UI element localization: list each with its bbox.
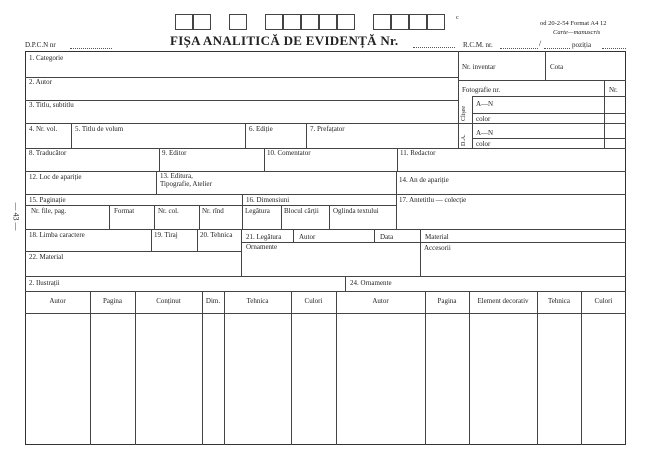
row-line: [472, 138, 626, 139]
col-line: [90, 291, 91, 445]
field-traducator: 8. Traducător: [29, 149, 67, 157]
field-nr-file: Nr. file, pag.: [31, 207, 67, 215]
field-material-leg: Material: [425, 233, 449, 241]
field-dimensiuni: 16. Dimensiuni: [246, 196, 290, 204]
field-editor: 9. Editor: [162, 149, 187, 157]
side-page-number: — 43 —: [11, 202, 21, 231]
field-nr-rind: Nr. rînd: [202, 207, 224, 215]
row-line: [472, 113, 626, 114]
field-blocul: Blocul cărții: [284, 207, 319, 215]
col-line: [159, 148, 160, 171]
corner-mark: c: [456, 15, 459, 21]
col-line: [151, 229, 152, 251]
reg-box: [175, 14, 193, 30]
field-nr-inventar: Nr. inventar: [462, 63, 496, 71]
field-clise: Clișee: [461, 106, 467, 121]
field-titlu-volum: 5. Titlu de volum: [75, 125, 124, 133]
slash: /: [539, 39, 542, 48]
col-line: [396, 171, 397, 229]
field-oglinda: Oglinda textului: [333, 207, 379, 215]
col-header-culori: Culori: [304, 297, 323, 305]
row-line: [241, 242, 626, 243]
row-line: [25, 194, 626, 195]
reg-box: [337, 14, 355, 30]
reg-box: [193, 14, 211, 30]
col-line: [199, 205, 200, 229]
col-header-continut: Conținut: [156, 297, 181, 305]
row-line: [458, 80, 626, 81]
field-nr-vol: 4. Nr. vol.: [29, 125, 58, 133]
col-line: [241, 229, 242, 276]
col-line: [202, 291, 203, 445]
col-line: [581, 291, 582, 445]
field-loc-aparitie: 12. Loc de apariție: [29, 173, 82, 181]
field-tehnica: 20. Tehnica: [200, 231, 233, 239]
field-ornamente-leg: Ornamente: [246, 243, 278, 251]
rcm-label: R.C.M. nr.: [463, 41, 493, 49]
col-line: [197, 229, 198, 251]
field-format: Format: [114, 207, 135, 215]
field-legatura-dim: Legătura: [245, 207, 270, 215]
col-line: [537, 291, 538, 445]
field-data: Data: [380, 233, 394, 241]
col-line: [291, 291, 292, 445]
field-limba: 18. Limba caractere: [29, 231, 85, 239]
row-line: [25, 100, 458, 101]
field-an-aparitie: 14. An de apariție: [399, 176, 449, 184]
form-subtitle: Carte—manuscris: [553, 29, 601, 36]
reg-box: [283, 14, 301, 30]
field-autor: 2. Autor: [29, 78, 52, 86]
reg-box: [319, 14, 337, 30]
col-header-element: Element decorativ: [477, 297, 529, 305]
field-color-2: color: [476, 140, 491, 148]
col-line: [224, 291, 225, 445]
row-line: [25, 291, 626, 292]
reg-box: [427, 14, 445, 30]
col-line: [374, 229, 375, 242]
col-line: [154, 205, 155, 229]
field-an-1: A—N: [476, 100, 494, 108]
col-line: [71, 123, 72, 148]
title-number-line[interactable]: [413, 47, 455, 48]
col-line: [345, 276, 346, 291]
field-paginatie: 15. Paginație: [29, 196, 66, 204]
col-line: [156, 171, 157, 194]
field-prefatator: 7. Prefațator: [310, 125, 345, 133]
page-title: FIȘA ANALITICĂ DE EVIDENȚĂ Nr.: [170, 33, 399, 48]
field-tiraj: 19. Tiraj: [154, 231, 178, 239]
field-color-1: color: [476, 115, 491, 123]
col-line: [604, 80, 605, 148]
field-da: D.A.: [461, 134, 467, 146]
field-cota: Cota: [550, 63, 564, 71]
col-line: [329, 205, 330, 229]
col-line: [472, 96, 473, 148]
row-line: [25, 77, 458, 78]
col-line: [281, 205, 282, 229]
row-line: [25, 229, 626, 230]
field-redactor: 11. Redactor: [400, 149, 436, 157]
col-line: [242, 194, 243, 229]
col-line: [245, 123, 246, 148]
field-ornamente: 24. Ornamente: [350, 279, 392, 287]
col-header-tehnica-2: Tehnica: [547, 297, 571, 305]
field-titlu: 3. Titlu, subtitlu: [29, 101, 74, 109]
row-line: [25, 205, 396, 206]
field-material: 22. Material: [29, 253, 64, 261]
col-header-dim: Dim.: [205, 297, 221, 305]
col-line: [458, 51, 459, 148]
form-code: od 20-2-54 Format A4 12: [540, 20, 607, 27]
row-line: [25, 171, 626, 172]
position-label: poziția: [572, 41, 592, 49]
col-line: [469, 291, 470, 445]
col-line: [264, 148, 265, 171]
row-line: [25, 276, 626, 277]
col-header-autor: Autor: [49, 297, 66, 305]
field-nr-col: Nr. col.: [158, 207, 179, 215]
row-line: [25, 251, 241, 252]
col-line: [425, 291, 426, 445]
field-nr: Nr.: [609, 86, 618, 94]
rcm-line-2[interactable]: [544, 48, 570, 49]
col-header-pagina-2: Pagina: [437, 297, 457, 305]
col-line: [135, 291, 136, 445]
field-autor-leg: Autor: [299, 233, 316, 241]
field-antetitlu: 17. Antetitlu — colecție: [399, 196, 467, 204]
reg-box: [373, 14, 391, 30]
field-ilustratii: 2. Ilustrații: [29, 279, 60, 287]
dpcn-line[interactable]: [70, 48, 112, 49]
col-line: [306, 123, 307, 148]
dpcn-label: D.P.C.N nr: [25, 41, 56, 49]
reg-box: [409, 14, 427, 30]
analytic-form: [25, 51, 626, 445]
row-line: [25, 123, 458, 124]
reg-box: [391, 14, 409, 30]
col-line: [336, 291, 337, 445]
reg-box: [229, 14, 247, 30]
reg-box: [265, 14, 283, 30]
col-line: [109, 205, 110, 229]
col-header-pagina: Pagina: [102, 297, 123, 305]
col-header-tehnica: Tehnica: [246, 297, 269, 305]
field-fotografie: Fotografie nr.: [462, 86, 501, 94]
col-line: [545, 51, 546, 80]
field-comentator: 10. Comentator: [267, 149, 311, 157]
reg-box: [301, 14, 319, 30]
field-legatura: 21. Legătura: [246, 233, 282, 241]
col-line: [420, 229, 421, 276]
row-line: [25, 148, 626, 149]
field-editie: 6. Ediție: [249, 125, 273, 133]
row-line: [472, 96, 626, 97]
field-editura: 13. Editura, Tipografie, Atelier: [160, 172, 212, 188]
position-line[interactable]: [602, 48, 626, 49]
col-line: [293, 229, 294, 242]
row-line: [25, 313, 626, 314]
col-header-autor-2: Autor: [372, 297, 389, 305]
col-line: [397, 148, 398, 171]
rcm-line[interactable]: [500, 48, 538, 49]
field-accesorii: Accesorii: [424, 244, 451, 252]
field-an-2: A—N: [476, 129, 494, 137]
row-line: [458, 123, 626, 124]
col-header-culori-2: Culori: [594, 297, 613, 305]
field-categorie: 1. Categorie: [29, 54, 64, 62]
